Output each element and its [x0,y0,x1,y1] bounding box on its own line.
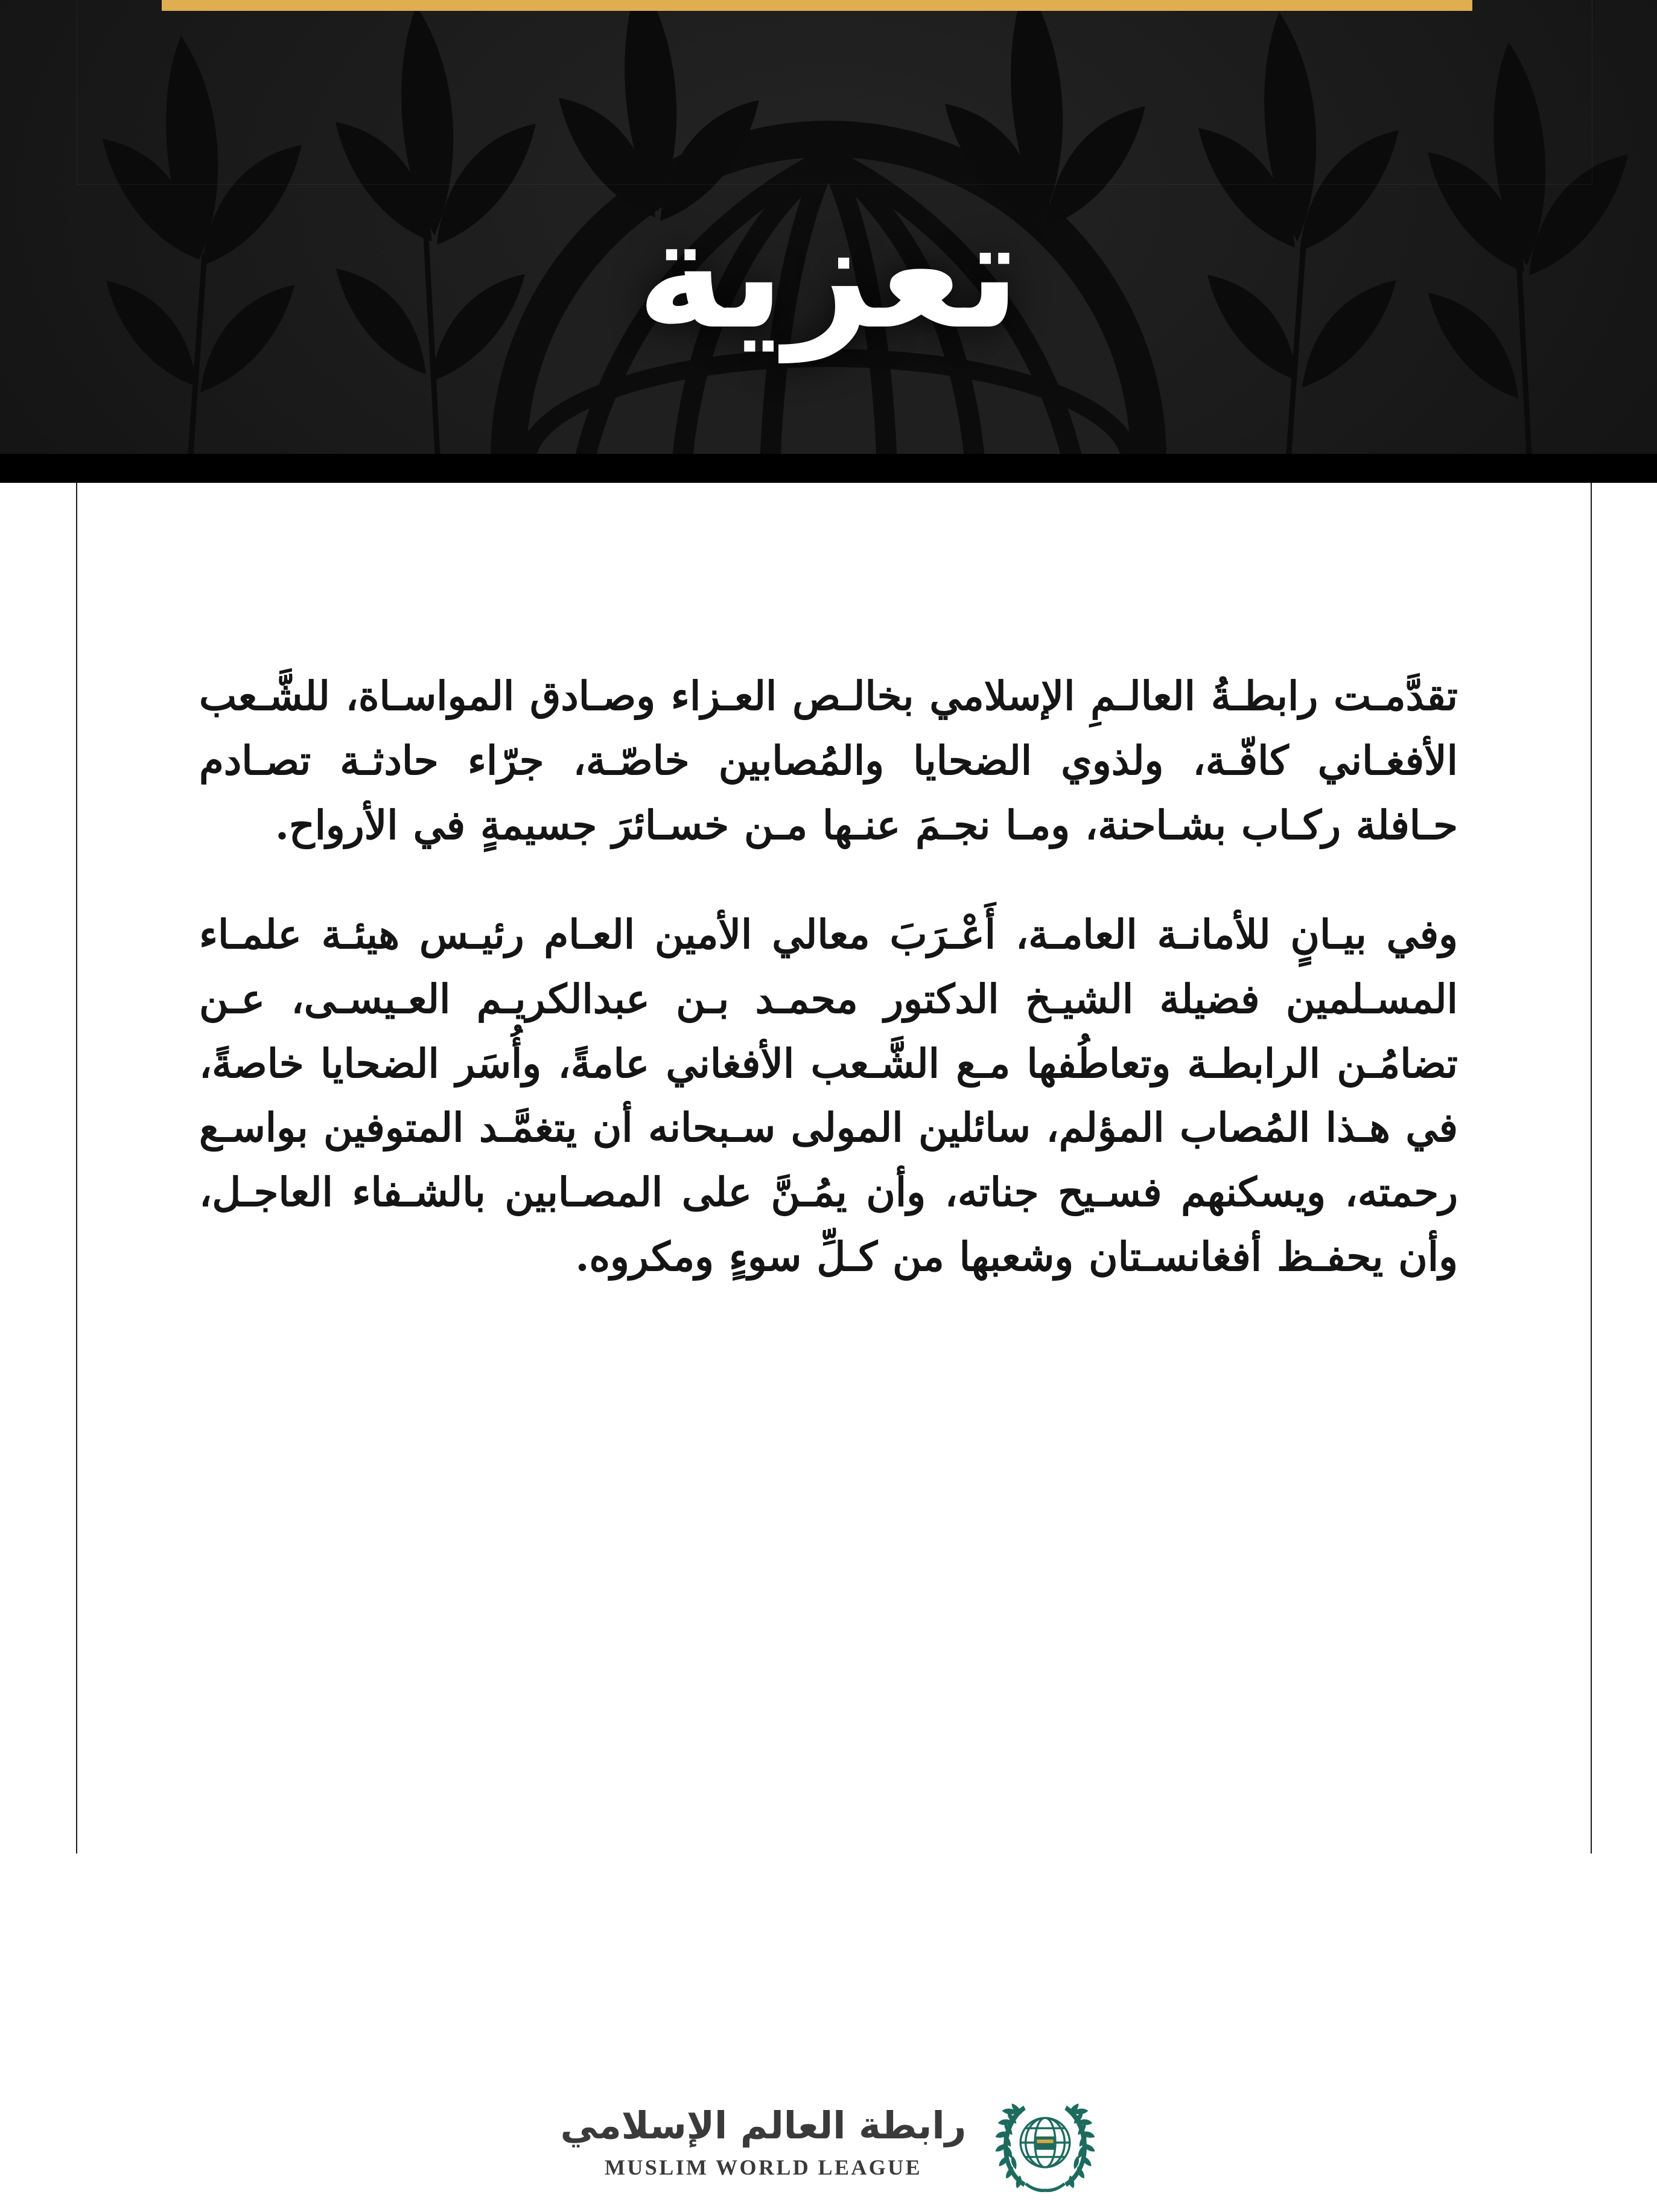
logo-latin-name: MUSLIM WORLD LEAGUE [605,2155,922,2180]
footer-logo [0,2073,1657,2212]
left-margin-rule [76,483,77,1853]
poster-header [0,0,1657,483]
header-bottom-band [0,454,1657,483]
logo-wordmark [561,2105,967,2180]
right-margin-rule [1591,483,1592,1853]
gold-accent-bar [162,0,1472,11]
page-title: تعزية [637,186,1020,362]
statement-paragraph-1: تقدَّمـت رابطـةُ العالـمِ الإسلامي بخالـص العـزاء وصـادق المواسـاة، للشَّـعب الأفغـاني كافّـة، ولذوي الضحايا والمُصابين خاصّـة، جرّاء حادثـة تصـادم حـافلة ركـاب بشـاحنة، ومـا نجـمَ عنـها مـن خسـائرَ جسيمةٍ في الأرواح. [199,672,1458,849]
muslim-world-league-emblem-icon [994,2091,1096,2194]
statement-paragraph-2: وفي بيـانٍ للأمانـة العامـة، أَعْـرَبَ معالي الأمين العـام رئيـس هيئـة علمـاء المسـلمين فضيلة الشيـخ الدكتور محمـد بـن عبدالكريـم العـيسـى، عـن تضامُـن الرابطـة وتعاطُفها مـع الشَّـعب الأفغاني عامةً، وأُسَر الضحايا خاصةً، في هـذا المُصاب المؤلم، سائلين المولى سـبحانه أن يتغمَّـد المتوفين بواسـع رحمته، ويسكنهم فسـيح جناته، وأن يمُـنَّ على المصـابين بالشـفاء العاجـل، وأن يحفـظ أفغانسـتان وشعبها من كـلِّ سوءٍ ومكروه. [199,910,1458,1281]
statement-text [199,664,1458,1289]
poster-body [0,483,1657,2180]
logo-arabic-name: رابطة العالم الإسلامي [560,2103,967,2147]
kaaba-icon [1036,2137,1055,2150]
